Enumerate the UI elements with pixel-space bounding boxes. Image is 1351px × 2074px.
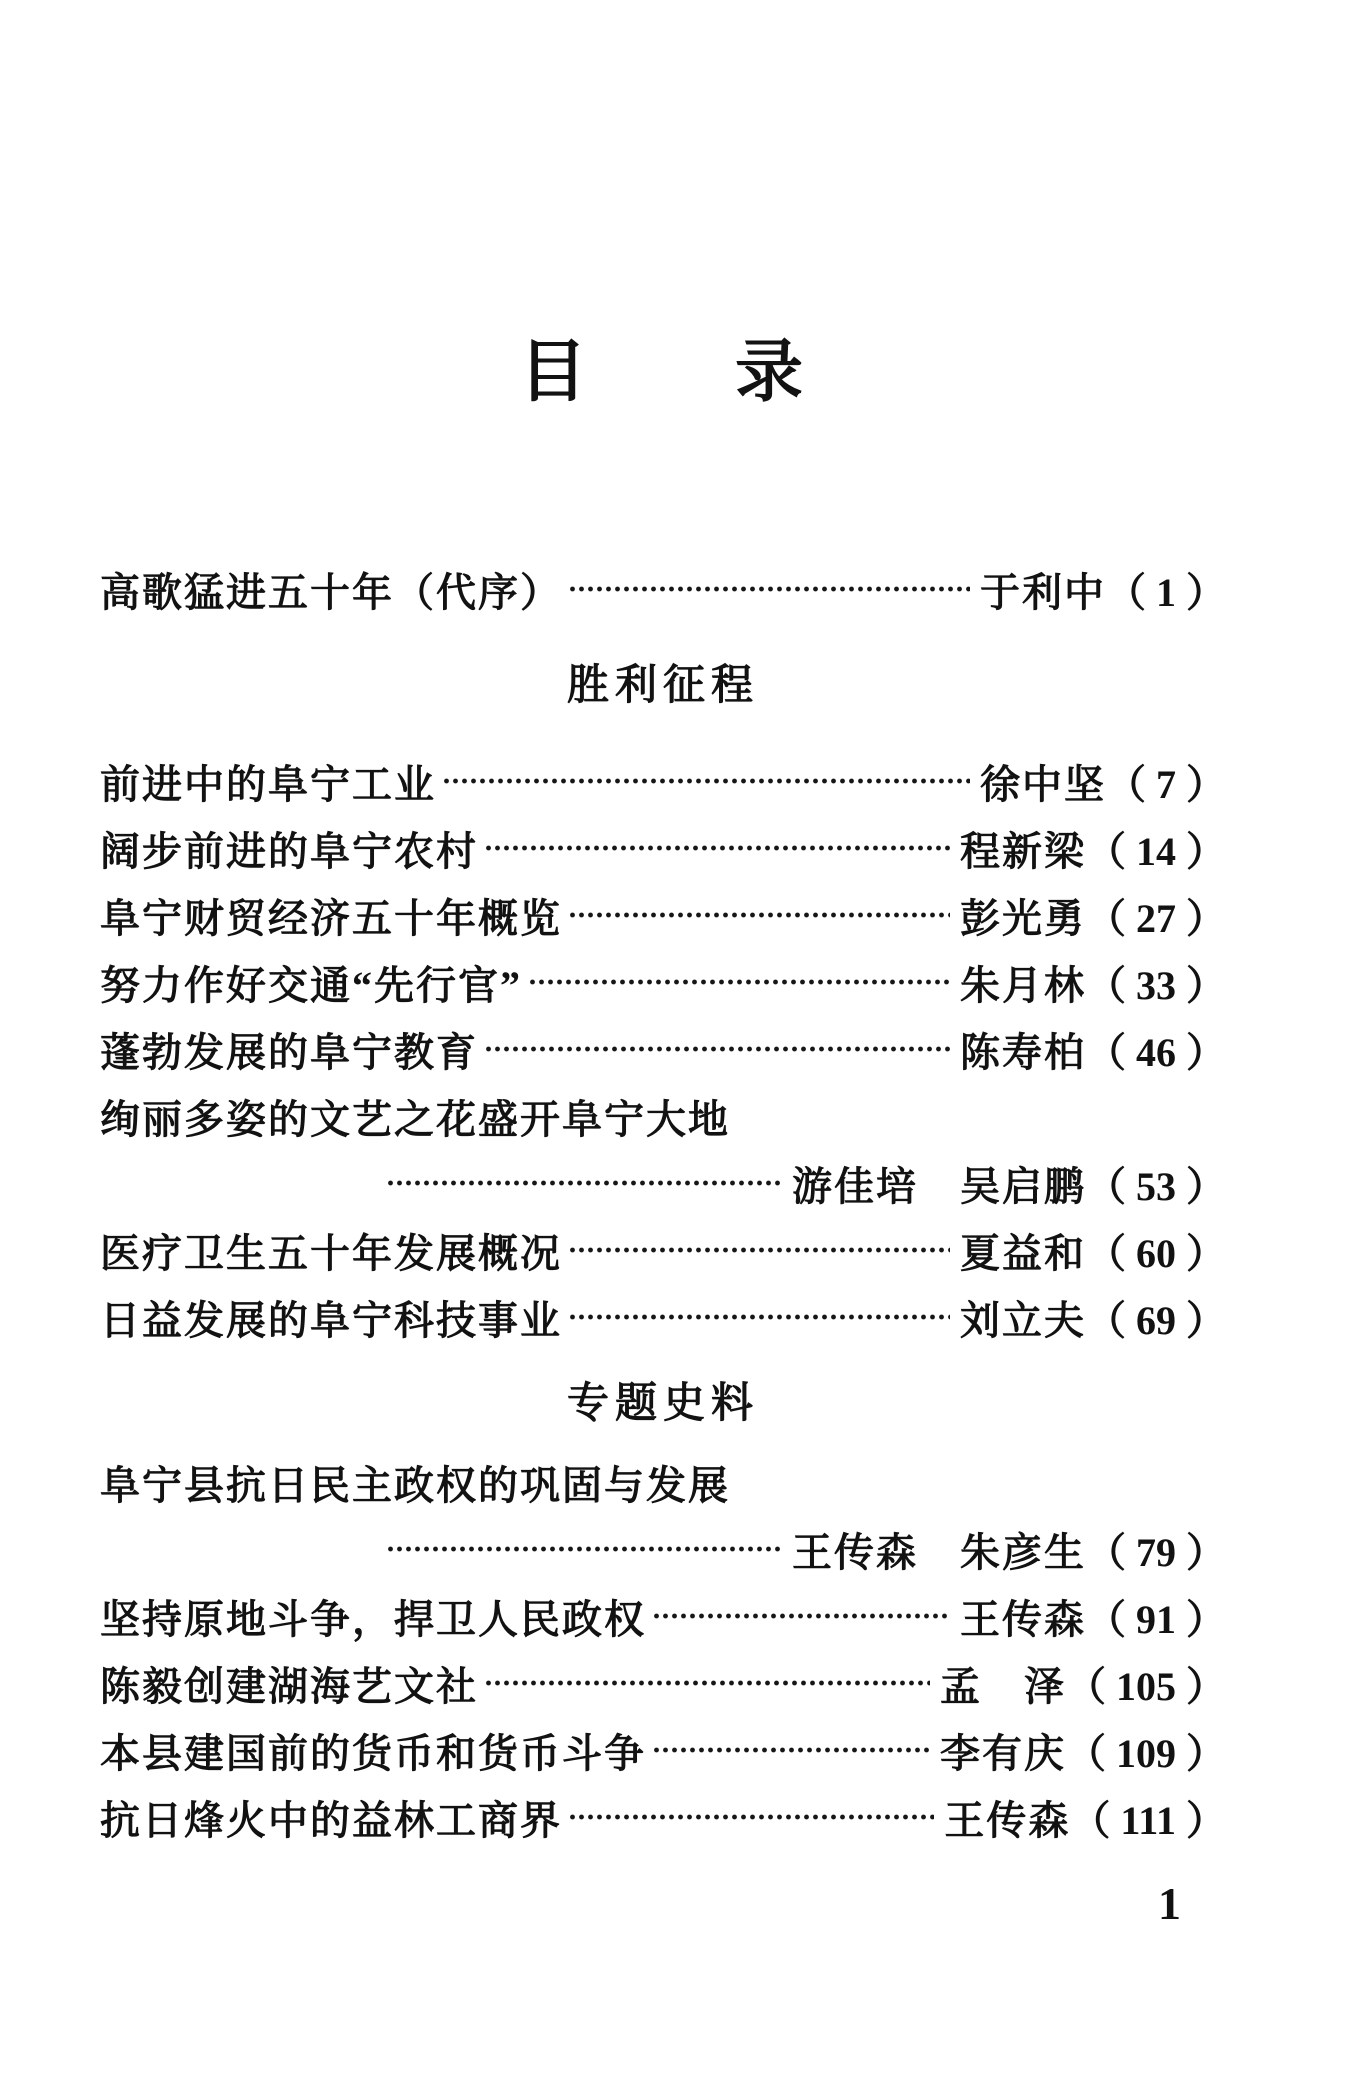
toc-entry-title-line (100, 1087, 1226, 1145)
toc-entry-page: （ 60 ） (1086, 1230, 1226, 1276)
toc-entry-author: 程新梁 (960, 828, 1086, 874)
toc-entry (100, 1788, 1226, 1846)
toc-entry-author: 王传森 (960, 1596, 1086, 1642)
toc-entry-author: 游佳培 吴启鹏 (792, 1163, 1086, 1209)
toc-entry (100, 1587, 1226, 1645)
toc-entry-author: 于利中 (980, 569, 1106, 615)
toc-entry-page: （ 27 ） (1086, 895, 1226, 941)
toc-entry-title: 前进中的阜宁工业 (100, 761, 436, 807)
toc-entry-page: （ 91 ） (1086, 1596, 1226, 1642)
toc-entry-title: 阜宁县抗日民主政权的巩固与发展 (100, 1462, 730, 1508)
section-entries (100, 752, 1226, 1346)
toc-entry-author: 夏益和 (960, 1230, 1086, 1276)
toc-entry-page: （ 7 ） (1106, 761, 1226, 807)
toc-entry-page: （ 33 ） (1086, 962, 1226, 1008)
dot-leader (568, 1230, 950, 1270)
dot-leader (652, 1730, 930, 1770)
toc-entry (100, 1721, 1226, 1779)
toc-entry-page: （ 46 ） (1086, 1029, 1226, 1075)
toc-entry-title: 绚丽多姿的文艺之花盛开阜宁大地 (100, 1096, 730, 1142)
dot-leader (652, 1596, 950, 1636)
folio-page-number: 1 (1158, 1878, 1181, 1929)
toc-entry-title: 阜宁财贸经济五十年概览 (100, 895, 562, 941)
toc-entry-page: （ 69 ） (1086, 1297, 1226, 1343)
toc-entry-title: 努力作好交通“先行官” (100, 962, 522, 1008)
toc-entry-title: 陈毅创建湖海艺文社 (100, 1663, 478, 1709)
dot-leader (484, 1029, 950, 1069)
toc-entry-title: 高歌猛进五十年（代序） (100, 569, 562, 615)
toc-entry-title: 日益发展的阜宁科技事业 (100, 1297, 562, 1343)
toc-entry (100, 1020, 1226, 1078)
section-entries (100, 1453, 1226, 1846)
toc-entry-title-line (100, 1453, 1226, 1511)
toc-entry (100, 1288, 1226, 1346)
toc-entry (100, 819, 1226, 877)
toc-entry-author: 孟 泽 (940, 1663, 1066, 1709)
toc-entry-author: 王传森 (944, 1797, 1071, 1843)
toc-entry-continuation (100, 1520, 1226, 1578)
dot-leader (528, 962, 950, 1002)
dot-leader (568, 569, 970, 609)
dot-leader (568, 1297, 950, 1337)
section-heading-special-topics: 专题史料 (566, 1381, 759, 1427)
toc-entry-author: 朱月林 (960, 962, 1086, 1008)
toc-entry-author: 王传森 朱彦生 (792, 1529, 1086, 1575)
toc-entry-title: 抗日烽火中的益林工商界 (100, 1797, 562, 1843)
toc-entry (100, 953, 1226, 1011)
toc-content (100, 0, 1226, 1934)
toc-entry-author: 徐中坚 (980, 761, 1106, 807)
toc-entry-title: 坚持原地斗争，捍卫人民政权 (100, 1596, 646, 1642)
toc-entry-preface (100, 560, 1226, 618)
toc-entry-title: 蓬勃发展的阜宁教育 (100, 1029, 478, 1075)
dot-leader (484, 1663, 930, 1703)
page-title: 目 录 (518, 334, 807, 410)
toc-entry (100, 1654, 1226, 1712)
toc-entry-author: 刘立夫 (960, 1297, 1086, 1343)
dot-leader (442, 761, 970, 801)
toc-entry-continuation (100, 1154, 1226, 1212)
toc-entry (100, 886, 1226, 944)
toc-entry-author: 彭光勇 (960, 895, 1086, 941)
section-heading-victory-journey: 胜利征程 (566, 663, 759, 709)
toc-entry-title: 阔步前进的阜宁农村 (100, 828, 478, 874)
toc-entry-author: 陈寿柏 (960, 1029, 1086, 1075)
toc-entry-page: （ 111 ） (1070, 1797, 1226, 1843)
toc-entry-page: （ 53 ） (1086, 1163, 1226, 1209)
dot-leader (386, 1529, 782, 1569)
toc-entry (100, 1221, 1226, 1279)
toc-entry-page: （ 1 ） (1106, 569, 1226, 615)
dot-leader (568, 895, 950, 935)
dot-leader (484, 828, 950, 868)
toc-entry-page: （ 14 ） (1086, 828, 1226, 874)
toc-entry-author: 李有庆 (940, 1730, 1066, 1776)
toc-entry-page: （ 79 ） (1086, 1529, 1226, 1575)
dot-leader (568, 1797, 934, 1837)
toc-entry-title: 医疗卫生五十年发展概况 (100, 1230, 562, 1276)
dot-leader (386, 1163, 782, 1203)
toc-entry-page: （ 105 ） (1066, 1663, 1226, 1709)
toc-entry-title: 本县建国前的货币和货币斗争 (100, 1730, 646, 1776)
toc-entry (100, 752, 1226, 810)
toc-entry-page: （ 109 ） (1066, 1730, 1226, 1776)
